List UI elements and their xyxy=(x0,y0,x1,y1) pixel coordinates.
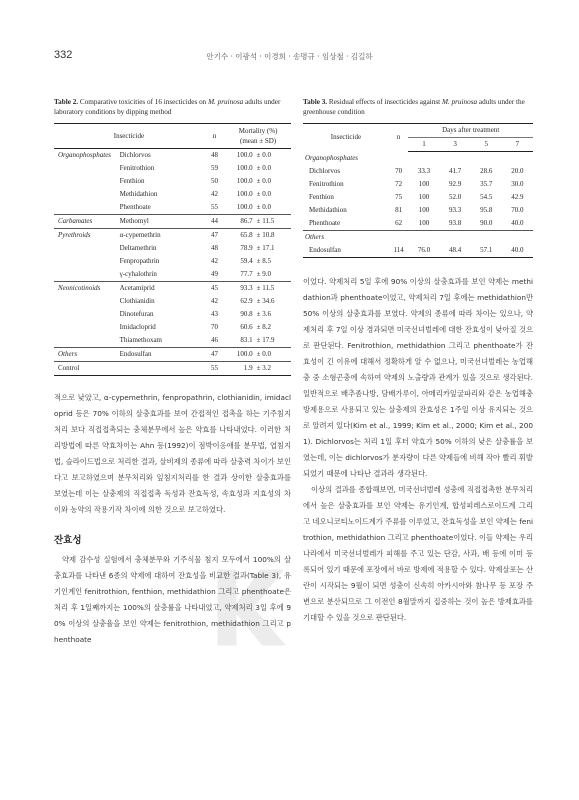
table3-cell-value: 52.0 xyxy=(448,193,462,201)
table3-cell-value: 40.0 xyxy=(502,244,533,258)
table2-row xyxy=(54,229,291,243)
right-paragraph-2: 이상의 결과를 종합해보면, 미국선녀벌레 성충에 직접접촉한 분무처리에서 높은 살충효과를 보인 약제는 유기인계, 합성피레스로이드계 그리고 네오니코티노이드계가 주류를 이루었고, 잔효독성을 보인 약제는 fenitrothion, methidathion 그리고 phenthoate이었다. 이들 약제는 우리나라에서 미국선녀벌레가 피해를 주고 있는 단감, 사과, 배 등에 이미 등록되어 있기 때문에 포장에서 바로 방제에 적용할 수 있다. 약제살포는 산란이 시작되는 9월이 되면 성충이 신속히 아카시아와 참나무 등 포장 주변으로 분산되므로 그 이전인 8월말까지 집중하는 것이 높은 방제효과를 기대할 수 있을 것으로 판단된다. xyxy=(303,485,533,622)
table2-cell-sd: ± 3.2 xyxy=(257,362,291,376)
table3-row xyxy=(303,178,533,191)
table3-cell-n: 62 xyxy=(395,219,403,227)
table2-row xyxy=(54,268,291,282)
table3-cell-insecticide: Endosulfan xyxy=(303,244,389,258)
table3-col-day: 5 xyxy=(471,138,502,152)
table3 xyxy=(303,123,533,258)
table2-cell-sd: ± 0.0 xyxy=(257,348,291,362)
table2-col-insecticide: Insecticide xyxy=(54,124,204,149)
table3-col-insecticide: Insecticide xyxy=(303,124,389,152)
table2 xyxy=(54,123,291,376)
table2-cell-insecticide: Endosulfan xyxy=(120,348,204,362)
table3-cell-n: 70 xyxy=(395,167,403,175)
table2-cell-n: 46 xyxy=(210,336,218,344)
table2-cell-class xyxy=(54,242,120,255)
table2-cell-sd: ± 10.8 xyxy=(257,229,291,243)
table2-cell-class xyxy=(54,201,120,215)
table3-col-day: 1 xyxy=(408,138,439,152)
table2-cell-n: 55 xyxy=(204,362,225,376)
table3-cell-insecticide: Methidathion xyxy=(309,206,347,214)
table2-row xyxy=(54,188,291,201)
table3-cell-value: 100 xyxy=(418,193,430,201)
table2-cell-sd: ± 0.0 xyxy=(256,164,271,172)
table3-col-days: Days after treatment xyxy=(408,124,533,138)
table2-row xyxy=(54,162,291,175)
table2-cell-mean: 100.0 xyxy=(236,190,253,198)
table2-cell-class xyxy=(54,162,120,175)
table2-cell-n: 45 xyxy=(204,282,225,296)
table2-cell-sd: ± 34.6 xyxy=(256,297,275,305)
table3-cell-value: 40.0 xyxy=(511,219,524,227)
table3-cell-value: 100 xyxy=(418,180,430,188)
table2-cell-insecticide: Fenitrothion xyxy=(119,164,155,172)
table2-cell-mean: 93.3 xyxy=(225,282,257,296)
table3-cell-insecticide: Fenthion xyxy=(309,193,334,201)
table2-cell-n: 42 xyxy=(210,297,218,305)
table2-cell-sd: ± 0.0 xyxy=(256,190,271,198)
table2-label: Table 2. xyxy=(54,98,79,106)
table2-cell-insecticide: Deltamethrin xyxy=(119,244,157,252)
table2-col-n: n xyxy=(204,124,225,149)
table2-cell-mean: 100.0 xyxy=(225,348,257,362)
table2-cell-insecticide xyxy=(120,362,204,376)
table2-cell-class: Neonicotinoids xyxy=(54,282,120,296)
table3-cell-n: 81 xyxy=(395,206,403,214)
table3-cell-value: 92.9 xyxy=(448,180,462,188)
table2-cell-mean: 62.9 xyxy=(240,297,253,305)
table2-cell-n: 48 xyxy=(210,244,218,252)
table3-group-row xyxy=(303,152,533,166)
table3-cell-value: 100 xyxy=(418,206,430,214)
table2-cell-class xyxy=(54,188,120,201)
table2-row xyxy=(54,362,291,376)
table3-cell-value: 48.4 xyxy=(440,244,471,258)
table2-cell-class: Carbamates xyxy=(54,215,120,229)
table2-cell-insecticide: Methidathion xyxy=(119,190,158,198)
table2-cell-class xyxy=(54,334,120,348)
table3-caption-species: M. pruinosa xyxy=(441,98,478,106)
table3-cell-value: 41.7 xyxy=(448,167,462,175)
table2-cell-insecticide: Fenpropathrin xyxy=(119,257,160,265)
table2-cell-class xyxy=(54,321,120,334)
table2-cell-sd: ± 3.6 xyxy=(256,310,271,318)
table2-cell-n: 44 xyxy=(204,215,225,229)
table2-cell-class xyxy=(54,175,120,188)
table2-cell-sd: ± 8.2 xyxy=(256,323,271,331)
table2-cell-insecticide: Dichlorvos xyxy=(119,151,151,159)
table2-cell-mean: 86.7 xyxy=(225,215,257,229)
table3-cell-n: 114 xyxy=(389,244,409,258)
table3-row xyxy=(303,191,533,204)
table2-cell-class: Organophosphates xyxy=(58,151,112,159)
table2-cell-insecticide: Clothianidin xyxy=(119,297,155,305)
table3-row xyxy=(303,217,533,231)
table2-row xyxy=(54,321,291,334)
table2-body xyxy=(54,149,291,376)
table2-cell-mean: 100.0 xyxy=(236,177,253,185)
table3-cell-value: 33.3 xyxy=(417,167,431,175)
table2-col-mortality-label: Mortality (%) xyxy=(238,127,278,135)
table3-cell-value: 76.0 xyxy=(408,244,439,258)
table2-col-mortality xyxy=(225,124,291,149)
table2-cell-n: 47 xyxy=(204,229,225,243)
left-paragraph-2: 약제 감수성 실험에서 충체분무와 기주식물 침지 모두에서 100%의 살충효과를 나타낸 6종의 약제에 대하여 잔효성을 비교한 결과(Table 3), 유기인계인 fenitrothion, fenthion, methidathion 그리고 phenthoate은 처리 후 1일째까지는 100%의 살충률을 나타내었고, 약제처리 3일 후에 90% 이상의 살충율을 보인 약제는 fenitrothion, methidathion 그리고 phenthoate xyxy=(54,555,291,644)
table3-cell-value: 100 xyxy=(418,219,430,227)
table2-cell-insecticide: α-cypemethrin xyxy=(120,229,204,243)
table3-cell-insecticide: Fenitrothion xyxy=(309,180,344,188)
table2-cell-n: 50 xyxy=(210,177,218,185)
table2-cell-class: Others xyxy=(54,348,120,362)
table2-cell-sd: ± 17.1 xyxy=(256,244,275,252)
table3-caption xyxy=(303,97,533,117)
table2-cell-class xyxy=(54,295,120,308)
table3-cell-value: 95.8 xyxy=(480,206,493,214)
table2-cell-class xyxy=(54,255,120,268)
table3-body xyxy=(303,152,533,258)
table3-cell-value: 42.9 xyxy=(511,193,524,201)
table3-row xyxy=(303,204,533,217)
table2-cell-sd: ± 11.5 xyxy=(257,282,291,296)
table2-cell-insecticide: Dinotefuran xyxy=(119,310,154,318)
table3-cell-value: 57.1 xyxy=(471,244,502,258)
table2-cell-mean: 100.0 xyxy=(236,164,253,172)
table2-cell-sd: ± 8.5 xyxy=(256,257,271,265)
table3-group-label: Others xyxy=(303,231,533,245)
table3-cell-n: 75 xyxy=(395,193,403,201)
table3-col-day: 7 xyxy=(502,138,533,152)
table2-cell-n: 42 xyxy=(210,257,218,265)
table2-cell-n: 55 xyxy=(210,203,218,211)
table2-cell-n: 48 xyxy=(210,151,218,159)
table3-row xyxy=(303,165,533,178)
table2-row xyxy=(54,242,291,255)
table2-cell-insecticide: Fenthion xyxy=(119,177,145,185)
table3-col-n: n xyxy=(389,124,409,152)
section-title-residual: 잔효성 xyxy=(54,535,82,546)
table2-row xyxy=(54,295,291,308)
table2-cell-class xyxy=(54,308,120,321)
table3-cell-value: 30.0 xyxy=(511,180,524,188)
table2-cell-sd: ± 0.0 xyxy=(256,203,271,211)
table2-cell-insecticide: Imidacloprid xyxy=(119,323,156,331)
table3-cell-n: 72 xyxy=(395,180,403,188)
running-header-authors: 안기수 · 이광석 · 이경희 · 송명규 · 임상철 · 김길하 xyxy=(206,52,373,61)
table2-caption-rest: adults under laboratory conditions by dipping method xyxy=(54,98,281,116)
left-paragraph-1: 적으로 낮았고, α-cypemethrin, fenpropathrin, clothianidin, imidacloprid 등은 70% 이하의 살충효과를 보여 간접적인 접촉을 하는 기주침지처리 보다 직접접촉되는 충체분무에서 높은 약효를 나타내었다. 이러한 처리방법에 따른 약효차이는 Ahn 등(1992)이 점박이응애를 분무법, 엽침지법, 슬라이드법으로 처리한 결과, 살비제의 종류에 따라 살충력 차이가 보인다고 보고하였으며 분무처리와 잎침지처리를 한 결과 상이한 살충효과를 보였는데 이는 살충제의 직접접촉 독성과 잔효독성, 속효성과 지효성의 차이와 농약의 작용기작 차이에 의한 것으로 보고하였다. xyxy=(54,393,291,514)
table2-cell-insecticide: γ-cyhalothrin xyxy=(119,270,157,278)
table2-cell-insecticide: Methomyl xyxy=(120,215,204,229)
table3-cell-value: 93.8 xyxy=(448,219,462,227)
table3-cell-value: 70.0 xyxy=(511,206,524,214)
table3-group-label: Organophosphates xyxy=(305,154,359,162)
table2-cell-mean: 78.9 xyxy=(240,244,253,252)
table2-cell-n: 70 xyxy=(210,323,218,331)
table3-cell-value: 93.3 xyxy=(448,206,462,214)
table2-row xyxy=(54,215,291,229)
table2-cell-class: Pyrethroids xyxy=(54,229,120,243)
table2-caption-species: pruinosa xyxy=(217,98,244,106)
table2-cell-n: 47 xyxy=(204,348,225,362)
table2-cell-mean: 65.8 xyxy=(225,229,257,243)
table2-cell-mean: 77.7 xyxy=(240,270,253,278)
table3-cell-value: 35.7 xyxy=(480,180,493,188)
table3-cell-value: 20.0 xyxy=(511,167,524,175)
table2-cell-mean: 60.6 xyxy=(240,323,253,331)
table2-caption xyxy=(54,97,291,117)
table2-cell-insecticide: Thiamethoxam xyxy=(119,336,163,344)
page-number: 332 xyxy=(54,49,73,61)
table2-row xyxy=(54,348,291,362)
table3-group-row xyxy=(303,231,533,245)
table2-cell-class: Control xyxy=(54,362,120,376)
table2-cell-mean: 1.9 xyxy=(225,362,257,376)
table2-cell-class xyxy=(54,268,120,282)
table2-row xyxy=(54,334,291,348)
kci-watermark-logo xyxy=(208,560,303,655)
table2-cell-n: 59 xyxy=(210,164,218,172)
table2-row xyxy=(54,282,291,296)
table3-col-day: 3 xyxy=(440,138,471,152)
table3-caption-rest: adults under the greenhouse condition xyxy=(303,98,525,116)
table2-cell-mean: 90.8 xyxy=(240,310,253,318)
table3-cell-value: 54.5 xyxy=(480,193,493,201)
table2-row xyxy=(54,201,291,215)
table2-cell-mean: 100.0 xyxy=(236,151,253,159)
table2-row xyxy=(54,255,291,268)
table2-cell-n: 49 xyxy=(210,270,218,278)
table3-cell-insecticide: Phenthoate xyxy=(309,219,341,227)
table2-row xyxy=(54,308,291,321)
table2-row xyxy=(54,149,291,163)
table3-cell-value: 90.0 xyxy=(480,219,493,227)
right-column xyxy=(303,97,533,626)
table3-cell-value: 28.6 xyxy=(480,167,493,175)
table2-col-mortality-sub: (mean ± SD) xyxy=(240,137,277,145)
table2-caption-species-genus: M. xyxy=(208,98,216,106)
table2-cell-sd: ± 0.0 xyxy=(256,177,271,185)
table2-cell-mean: 100.0 xyxy=(236,203,253,211)
table2-cell-mean: 83.1 xyxy=(240,336,253,344)
table2-cell-sd: ± 11.5 xyxy=(257,215,291,229)
table2-cell-sd: ± 0.0 xyxy=(256,151,271,159)
table2-cell-sd: ± 17.9 xyxy=(256,336,275,344)
table2-caption-pre: Comparative toxicities of 16 insecticides on xyxy=(79,98,207,106)
table2-row xyxy=(54,175,291,188)
table2-cell-sd: ± 9.0 xyxy=(256,270,271,278)
table2-cell-insecticide: Phenthoate xyxy=(119,203,151,211)
table3-label: Table 3. xyxy=(303,98,328,106)
table2-cell-mean: 59.4 xyxy=(240,257,253,265)
table2-cell-n: 42 xyxy=(210,190,218,198)
right-paragraph-1: 이었다. 약제처리 5일 후에 90% 이상의 살충효과를 보인 약제는 methidathion과 phenthoate이었고, 약제처리 7일 후에는 methidathion만 50% 이상의 살충효과를 보였다. 약제의 종류에 따라 차이는 있으나, 약제처리 후 7일 이상 경과되면 미국선녀벌레에 대한 잔효성이 낮아질 것으로 판단된다. Fenitrothion, methidathion 그리고 phenthoate가 잔효성이 긴 이유에 대해서 정확하게 알 수 없으나, 미국선녀벌레는 농업해충 중 소형곤충에 속하여 약제의 노출량과 관계가 있을 것으로 생각된다. 일반적으로 배추좀나방, 담배가루이, 아메리카잎굴파리와 같은 농업해충방제용으로 사용되고 있는 살충제의 잔효성은 1주일 이상 유지되는 것으로 알려져 있다(Kim et al., 1999; Kim et al., 2000; Kim et al., 2001). Dichlorvos는 처리 1일 후터 약효가 50% 이하의 낮은 살충률을 보였는데, 이는 dichlorvos가 분자량이 다른 약제들에 비해 작아 빨리 휘발되었기 때문에 나타난 결과라 생각된다. xyxy=(303,277,533,478)
table2-cell-insecticide: Acetamiprid xyxy=(120,282,204,296)
table3-caption-pre: Residual effects of insecticides against xyxy=(328,98,441,106)
table3-cell-insecticide: Dichlorvos xyxy=(309,167,341,175)
table2-cell-n: 43 xyxy=(210,310,218,318)
table3-row xyxy=(303,244,533,258)
